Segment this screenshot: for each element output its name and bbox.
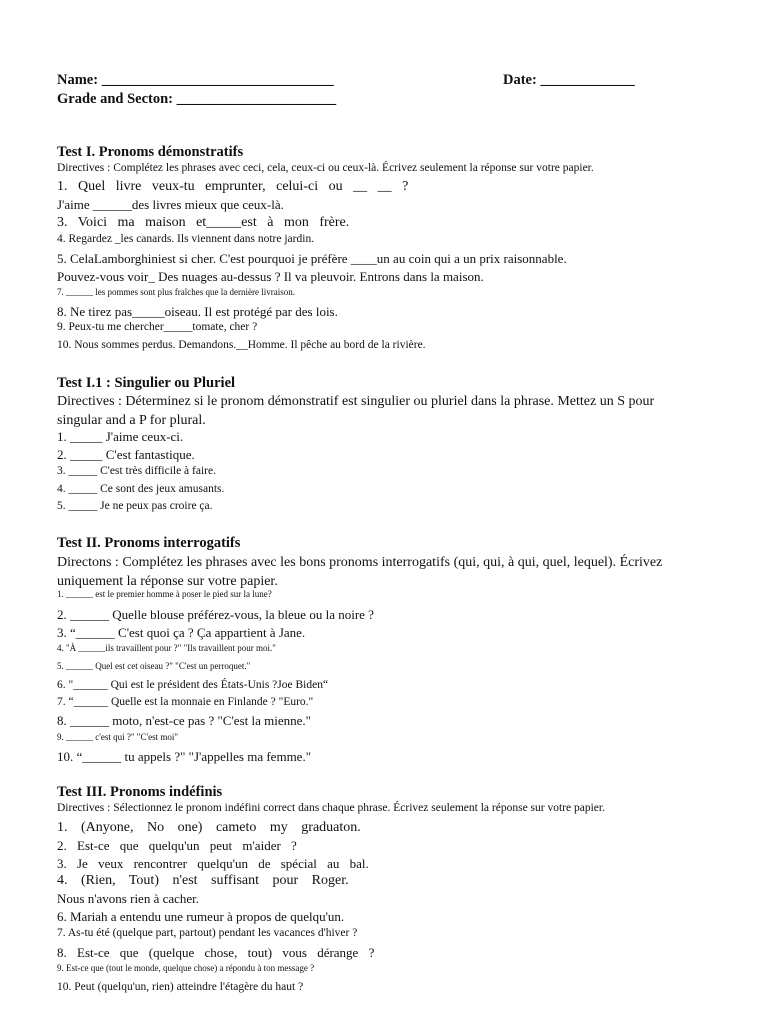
test2-item: 10. “______ tu appels ?" "J'appelles ma femme."	[57, 749, 312, 764]
test3-item: 7. As-tu été (quelque part, partout) pendant les vacances d'hiver ?	[57, 927, 358, 939]
test1-item: J'aime ______des livres mieux que ceux-là.	[57, 197, 284, 212]
test2-directive: Directons : Complétez les phrases avec les bons pronoms interrogatifs (qui, qui, à qui, quel, lequel). Écrivez uniquement la réponse sur votre papier.	[57, 555, 663, 589]
date-field-label: Date: _____________	[503, 72, 635, 88]
test2-item: 1. ______ est le premier homme à poser le pied sur la lune?	[57, 589, 272, 599]
test3-item: 8. Est-ce que (quelque chose, tout) vous dérange ?	[57, 945, 375, 960]
test11-item: 4. _____ Ce sont des jeux amusants.	[57, 483, 225, 495]
test2-item: 2. ______ Quelle blouse préférez-vous, la bleue ou la noire ?	[57, 607, 374, 622]
test2-item: 3. “______ C'est quoi ça ? Ça appartient à Jane.	[57, 625, 306, 640]
test1-item: 5. CelaLamborghiniest si cher. C'est pourquoi je préfère ____un au coin qui a un prix raisonnable.	[57, 251, 567, 266]
test1-item: 10. Nous sommes perdus. Demandons.__Homme. Il pêche au bord de la rivière.	[57, 339, 426, 351]
test1-title: Test I. Pronoms démonstratifs	[57, 144, 244, 160]
test3-item: 10. Peut (quelqu'un, rien) atteindre l'étagère du haut ?	[57, 981, 304, 993]
test3-item: 9. Est-ce que (tout le monde, quelque chose) a répondu à ton message ?	[57, 963, 315, 973]
test1-item: 7. ______ les pommes sont plus fraîches que la dernière livraison.	[57, 287, 295, 297]
test1-item: 8. Ne tirez pas_____oiseau. Il est protégé par des lois.	[57, 304, 338, 319]
test3-directive: Directives : Sélectionnez le pronom indéfini correct dans chaque phrase. Écrivez seulement la réponse sur votre papier.	[57, 802, 605, 814]
test2-item: 7. “______ Quelle est la monnaie en Finlande ? "Euro."	[57, 696, 314, 708]
test3-item: 1. (Anyone, No one) cameto my graduaton.	[57, 820, 361, 835]
test2-item: 5. ______ Quel est cet oiseau ?" "C'est un perroquet."	[57, 661, 251, 671]
test3-item: Nous n'avons rien à cacher.	[57, 891, 200, 906]
test1-item: 1. Quel livre veux-tu emprunter, celui-ci ou __ __ ?	[57, 179, 409, 194]
name-field-label: Name: ________________________________	[57, 72, 334, 88]
test2-title: Test II. Pronoms interrogatifs	[57, 535, 241, 551]
test11-item: 5. _____ Je ne peux pas croire ça.	[57, 500, 213, 512]
test11-directive: Directives : Déterminez si le pronom démonstratif est singulier ou pluriel dans la phrase. Mettez un S pour singular and a P for plural.	[57, 394, 655, 428]
test1-item: Pouvez-vous voir_ Des nuages au-dessus ? Il va pleuvoir. Entrons dans la maison.	[57, 269, 484, 284]
test3-item: 2. Est-ce que quelqu'un peut m'aider ?	[57, 838, 297, 853]
test2-item: 6. "______ Qui est le président des États-Unis ?Joe Biden“	[57, 679, 329, 691]
test2-item: 9. ______ c'est qui ?" "C'est moi"	[57, 732, 179, 742]
test3-title: Test III. Pronoms indéfinis	[57, 784, 223, 800]
test1-directive: Directives : Complétez les phrases avec ceci, cela, ceux-ci ou ceux-là. Écrivez seulement la réponse sur votre papier.	[57, 162, 594, 174]
test1-item: 3. Voici ma maison et_____est à mon frère.	[57, 215, 350, 230]
test11-title: Test I.1 : Singulier ou Pluriel	[57, 375, 236, 391]
test3-item: 6. Mariah a entendu une rumeur à propos de quelqu'un.	[57, 909, 345, 924]
test3-item: 4. (Rien, Tout) n'est suffisant pour Roger.	[57, 873, 349, 888]
test11-item: 2. _____ C'est fantastique.	[57, 447, 195, 462]
test2-item: 8. ______ moto, n'est-ce pas ? "C'est la mienne."	[57, 713, 311, 728]
test3-item: 3. Je veux rencontrer quelqu'un de spécial au bal.	[57, 856, 369, 871]
grade-section-field-label: Grade and Secton: ______________________	[57, 91, 337, 107]
test11-item: 1. _____ J'aime ceux-ci.	[57, 429, 184, 444]
test2-item: 4. "À ______ils travaillent pour ?" "Ils travaillent pour moi."	[57, 643, 276, 653]
test1-item: 4. Regardez _les canards. Ils viennent dans notre jardin.	[57, 233, 315, 245]
test1-item: 9. Peux-tu me chercher_____tomate, cher ?	[57, 321, 258, 333]
test11-item: 3. _____ C'est très difficile à faire.	[57, 465, 216, 477]
